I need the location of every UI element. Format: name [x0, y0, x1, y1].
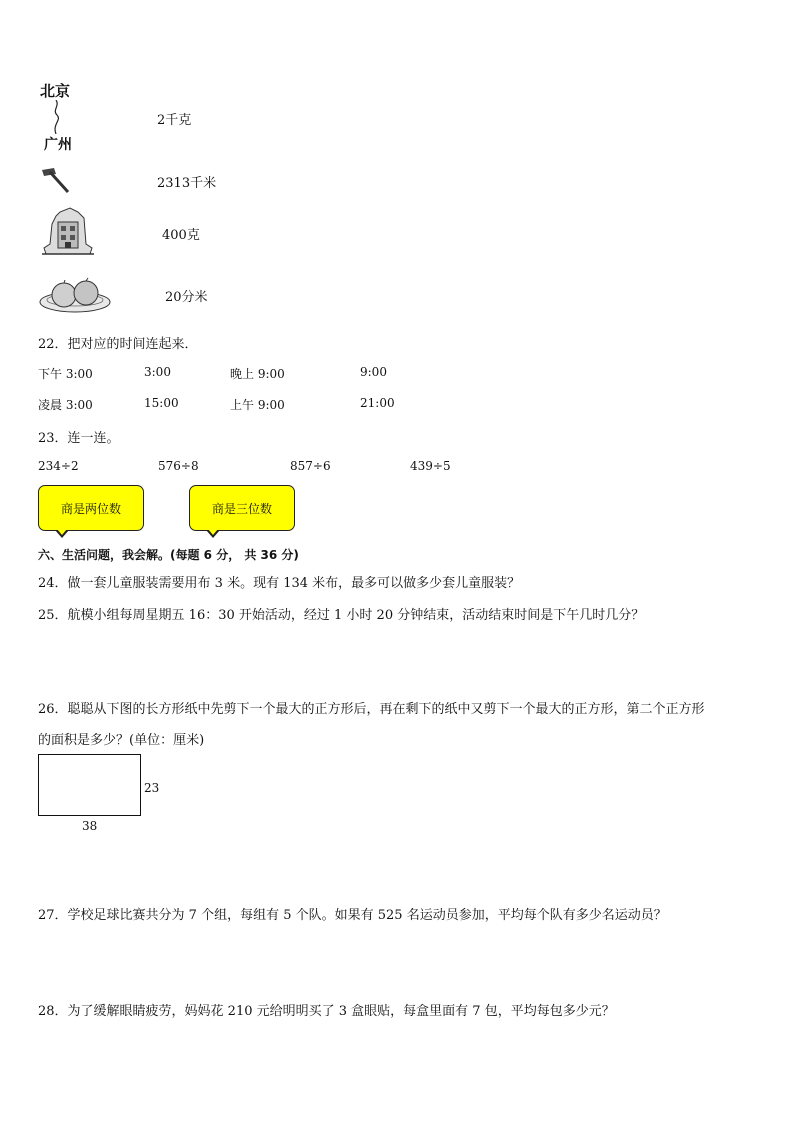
bubble-two-digit-quotient: 商是两位数 — [38, 485, 144, 531]
q24-text: 24．做一套儿童服装需要用布 3 米。现有 134 米布，最多可以做多少套儿童服装？ — [38, 576, 521, 591]
q22-row2-item4: 21:00 — [360, 396, 395, 410]
bubble-three-digit-quotient: 商是三位数 — [189, 485, 295, 531]
q22-row2-item1: 凌晨 3:00 — [38, 398, 93, 412]
map-label-beijing: 北京 — [40, 82, 71, 100]
q22-row2-item3: 上午 9:00 — [230, 398, 285, 412]
q22-row1-item3: 晚上 9:00 — [230, 367, 285, 381]
route-line-icon — [46, 100, 66, 134]
q23-expression-1: 234÷2 — [38, 459, 79, 473]
q26-text-line2: 的面积是多少？(单位：厘米) — [38, 733, 205, 748]
building-icon — [40, 204, 96, 256]
q22-row1-item2: 3:00 — [144, 365, 171, 379]
q26-text-line1: 26．聪聪从下图的长方形纸中先剪下一个最大的正方形后，再在剩下的纸中又剪下一个最大的正方形，第二个正方形 — [38, 702, 705, 717]
value-item-1: 2千克 — [157, 113, 192, 128]
q23-expression-3: 857÷6 — [290, 459, 331, 473]
q25-text: 25．航模小组每周星期五 16：30 开始活动，经过 1 小时 20 分钟结束，活动结束时间是下午几时几分？ — [38, 608, 645, 623]
q23-title: 23．连一连。 — [38, 431, 120, 446]
map-picture — [38, 80, 82, 156]
map-label-guangzhou: 广州 — [44, 137, 72, 153]
q23-expression-2: 576÷8 — [158, 459, 199, 473]
rectangle-figure — [38, 754, 141, 816]
section-heading: 六、生活问题，我会解。(每题 6 分， 共 36 分) — [38, 548, 299, 562]
value-item-3: 400克 — [162, 228, 200, 243]
q22-row1-item4: 9:00 — [360, 365, 387, 379]
q22-row1-item1: 下午 3:00 — [38, 367, 93, 381]
q27-text: 27．学校足球比赛共分为 7 个组，每组有 5 个队。如果有 525 名运动员参加，平均每个队有多少名运动员？ — [38, 908, 667, 923]
value-item-4: 20分米 — [165, 290, 208, 305]
rectangle-width-label: 38 — [82, 819, 98, 833]
q28-text: 28．为了缓解眼睛疲劳，妈妈花 210 元给明明买了 3 盒眼贴，每盒里面有 7 包，平均每包多少元？ — [38, 1004, 615, 1019]
q22-title: 22．把对应的时间连起来． — [38, 337, 198, 352]
q22-row2-item2: 15:00 — [144, 396, 179, 410]
value-item-2: 2313千米 — [157, 176, 217, 191]
rectangle-height-label: 23 — [144, 781, 160, 795]
nail-icon — [40, 166, 76, 194]
fruit-plate-icon — [38, 276, 112, 314]
q23-expression-4: 439÷5 — [410, 459, 451, 473]
